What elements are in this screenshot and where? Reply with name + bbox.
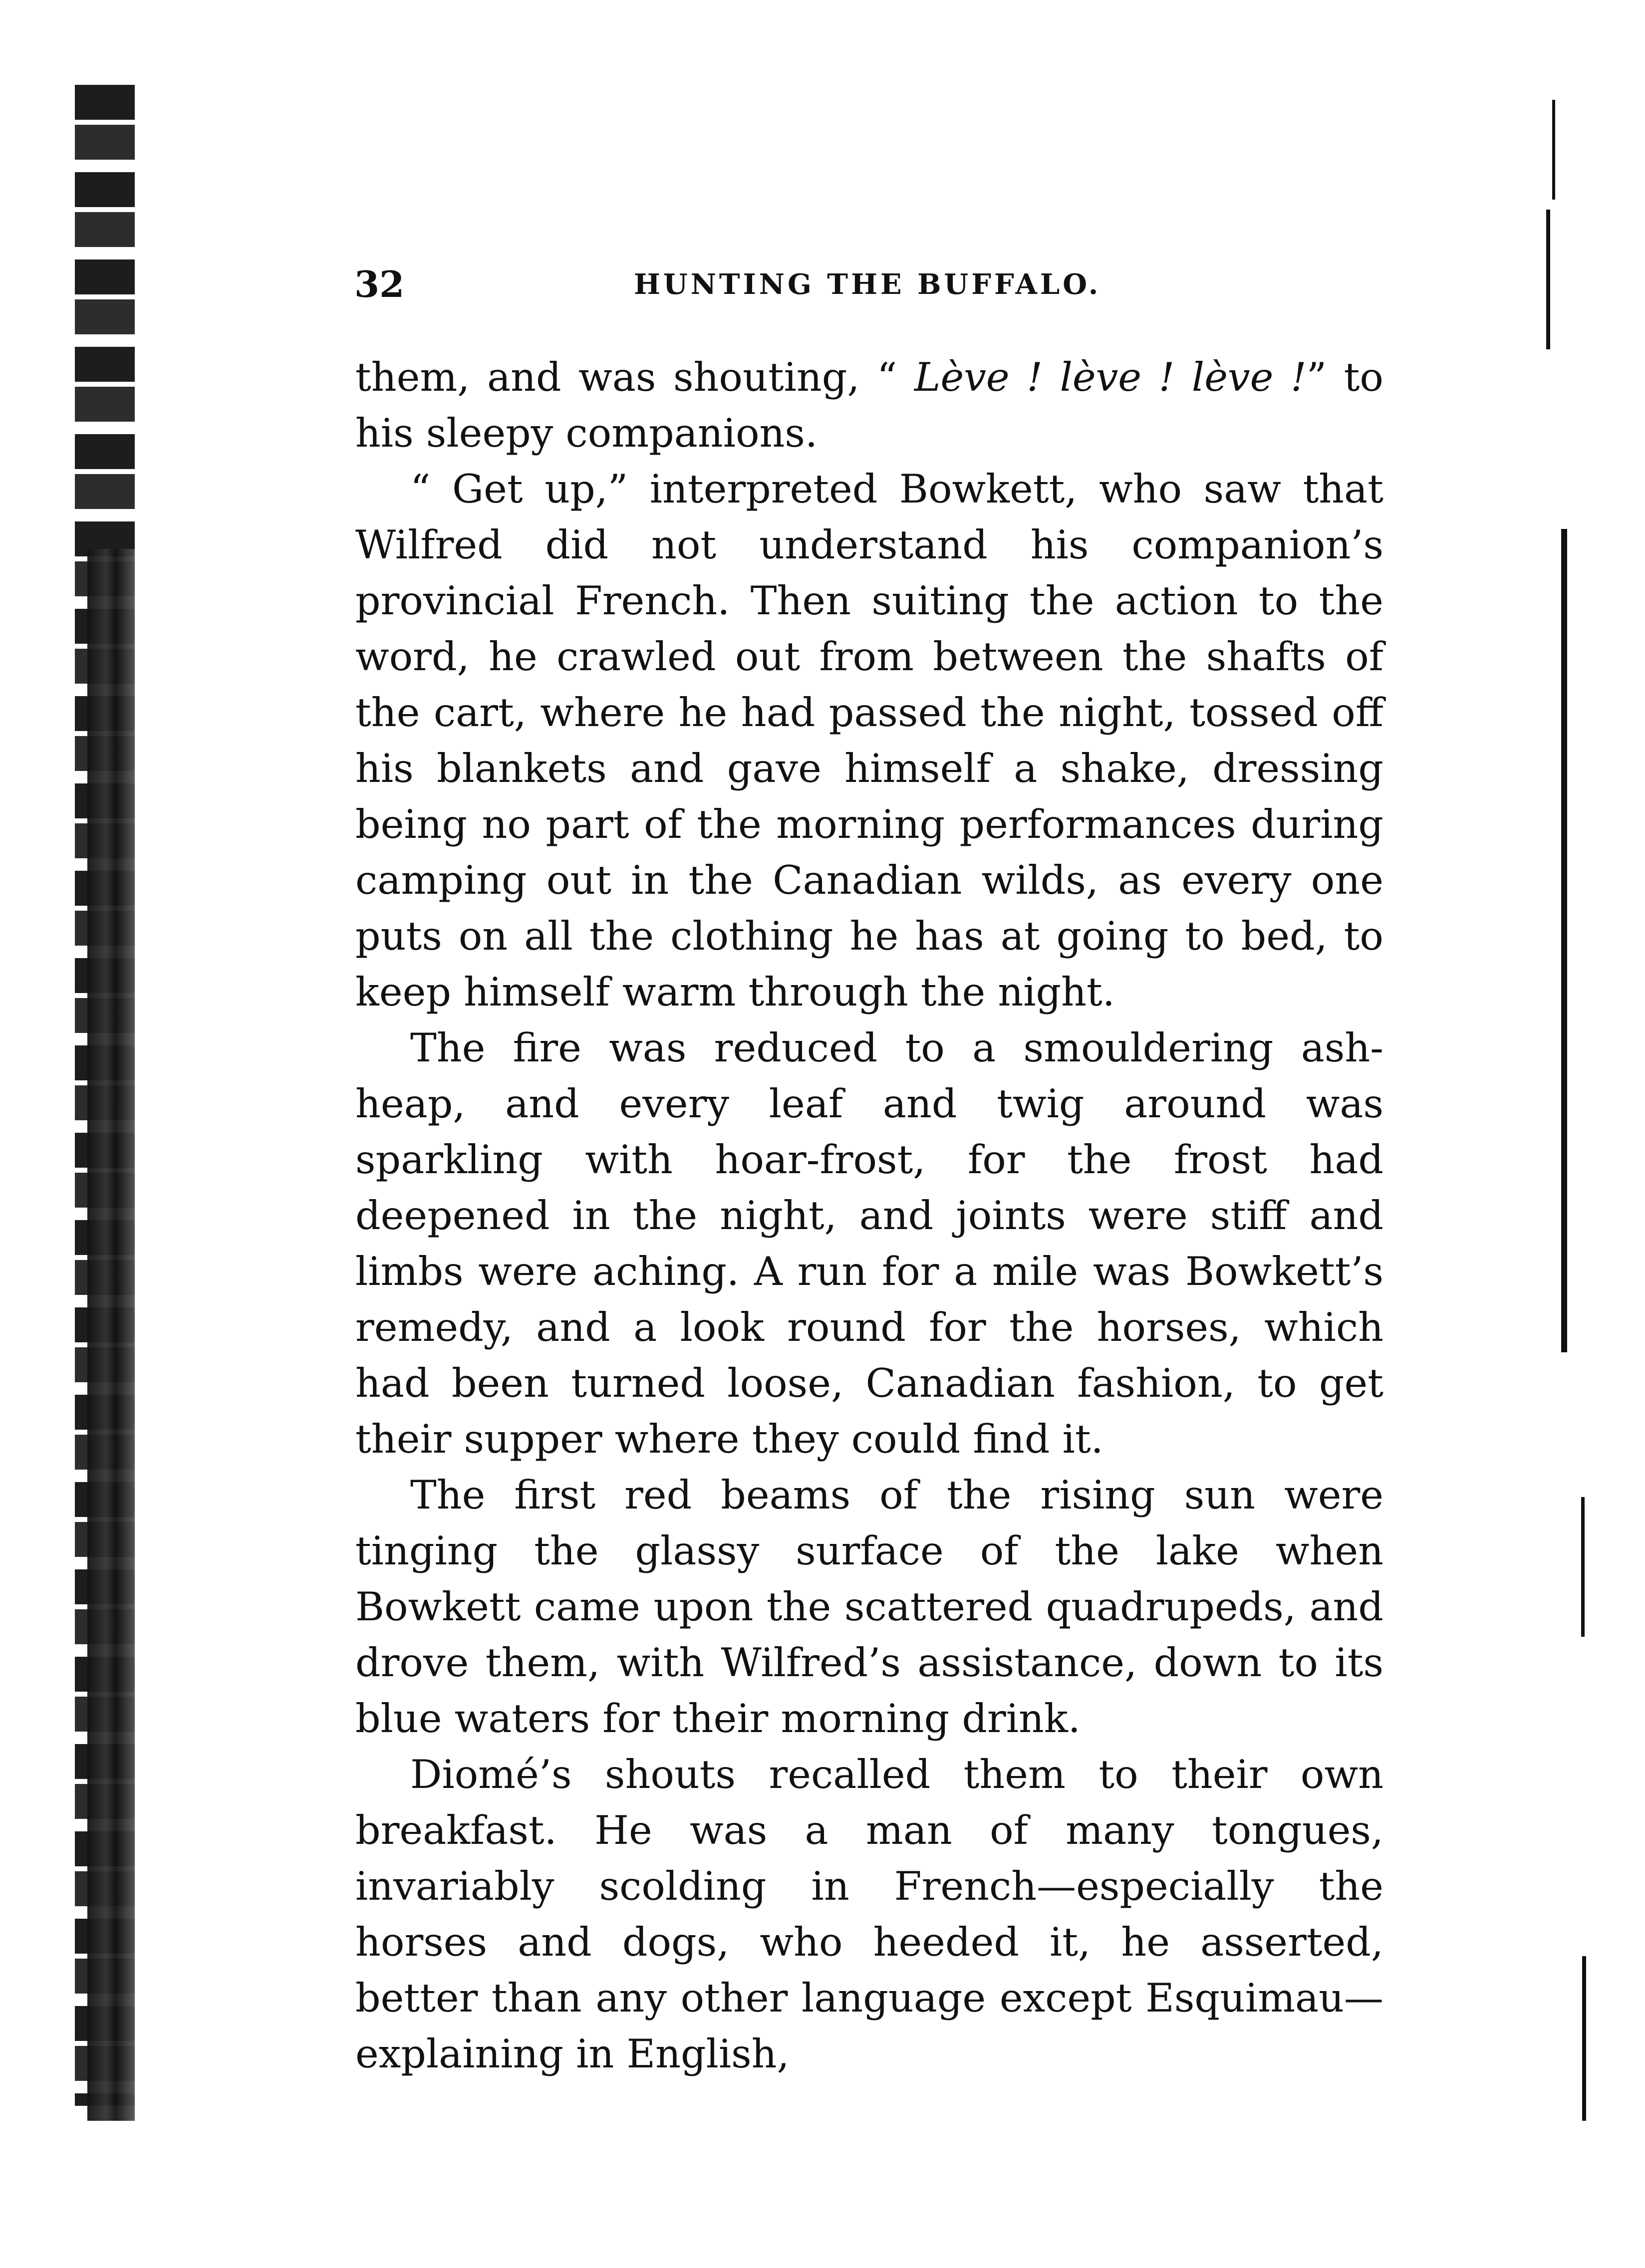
page-edge-mark xyxy=(1581,1497,1585,1637)
paragraph-text: ” to his sleepy companions. xyxy=(355,354,1383,456)
page-edge-mark xyxy=(1582,1956,1586,2121)
binding-shadow-lower xyxy=(87,549,135,2121)
italic-french-shout: Lève ! lève ! lève ! xyxy=(914,354,1307,400)
page-header xyxy=(354,259,1402,309)
paragraph-text: them, and was shouting, “ xyxy=(355,354,915,400)
page-edge-mark xyxy=(1546,210,1550,349)
paragraph: “ Get up,” interpreted Bowkett, who saw that Wilfred did not understand his companion’s provincial French. Then suiting the action to the word, he crawled out from between the shafts of the cart, where he had passed the night, tossed off his blankets and gave himself a shake, dressing being no part of the morning performances during camping out in the Canadian wilds, as every one puts on all the clothing he has at going to bed, to keep himself warm through the night. xyxy=(355,466,1383,1015)
paragraph: Diomé’s shouts recalled them to their own breakfast. He was a man of many tongues, invariably scolding in French—especially the horses and dogs, who heeded it, he asserted, better than any other language except Esquimau—explaining in English, xyxy=(355,1752,1383,2077)
paragraph: The fire was reduced to a smouldering ash-heap, and every leaf and twig around was sparkling with hoar-frost, for the frost had deepened in the night, and joints were stiff and limbs were aching. A run for a mile was Bowkett’s remedy, and a look round for the horses, which had been turned loose, Canadian fashion, to get their supper where they could find it. xyxy=(355,1025,1383,1462)
paragraph: The first red beams of the rising sun were tinging the glassy surface of the lake when Bowkett came upon the scattered quadrupeds, and drove them, with Wilfred’s assistance, down to its blue waters for their morning drink. xyxy=(355,1472,1383,1742)
body-text xyxy=(355,349,1383,2082)
page-edge-mark xyxy=(1561,529,1567,1352)
page-number: 32 xyxy=(354,263,405,305)
paragraph xyxy=(355,349,1383,461)
page-edge-mark xyxy=(1552,100,1555,200)
running-title: HUNTING THE BUFFALO. xyxy=(634,268,1101,301)
